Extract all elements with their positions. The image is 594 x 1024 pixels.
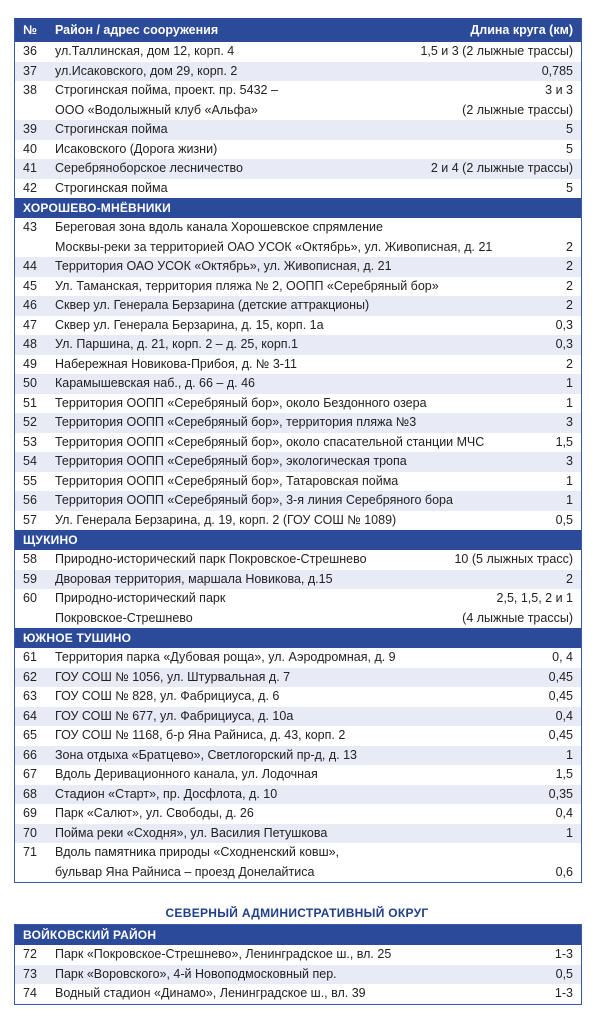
row-address: Территория ООПП «Серебряный бор», территория пляжа №3 xyxy=(55,415,417,429)
row-length: 1 xyxy=(566,493,573,507)
row-number: 43 xyxy=(23,220,37,234)
table-row xyxy=(15,277,581,297)
row-number: 48 xyxy=(23,337,37,351)
row-number: 54 xyxy=(23,454,37,468)
row-length: 0,45 xyxy=(548,669,573,684)
row-length: 2 xyxy=(566,259,573,273)
row-number: 52 xyxy=(23,415,37,429)
table-row xyxy=(15,140,581,160)
rows-group-a xyxy=(15,42,581,198)
table-row xyxy=(15,296,581,316)
row-address: Территория ОАО УСОК «Октябрь», ул. Живописная, д. 21 xyxy=(55,259,392,273)
row-number: 69 xyxy=(23,806,37,820)
row-length: 1 xyxy=(566,395,573,410)
row-address: Парк «Покровское-Стрешнево», Ленинградское ш., вл. 25 xyxy=(55,947,392,961)
table-row xyxy=(15,785,581,805)
row-address: Вдоль Деривационного канала, ул. Лодочная xyxy=(55,767,318,781)
okrug-title: СЕВЕРНЫЙ АДМИНИСТРАТИВНЫЙ ОКРУГ xyxy=(165,906,429,920)
row-address: Строгинская пойма xyxy=(55,180,168,195)
table-row xyxy=(15,355,581,375)
row-length: 0, 4 xyxy=(552,650,573,664)
row-length: 1,5 xyxy=(555,434,573,449)
table-row xyxy=(15,804,581,824)
table-row xyxy=(15,159,581,179)
row-address: Сквер ул. Генерала Берзарина (детские аттракционы) xyxy=(55,298,370,312)
row-length: 2 xyxy=(566,571,573,586)
row-address: ул.Исаковского, дом 29, корп. 2 xyxy=(55,63,238,78)
row-length: 3 xyxy=(566,454,573,468)
table-row xyxy=(15,316,581,336)
row-number: 64 xyxy=(23,708,37,723)
table-row xyxy=(15,413,581,433)
row-address: Водный стадион «Динамо», Ленинградское ш., вл. 39 xyxy=(55,986,366,1000)
row-address: Карамышевская наб., д. 66 – д. 46 xyxy=(55,376,255,390)
row-length: 0,4 xyxy=(555,806,573,820)
row-address: Ул. Генерала Берзарина, д. 19, корп. 2 (ГОУ СОШ № 1089) xyxy=(55,512,397,527)
row-number: 58 xyxy=(23,552,37,566)
section-voykovsky: ВОЙКОВСКИЙ РАЙОН xyxy=(15,925,581,945)
row-length: 0,5 xyxy=(555,966,573,981)
section-khoroshevo: ХОРОШЕВО-МНЁВНИКИ xyxy=(15,198,581,218)
row-number: 41 xyxy=(23,161,37,175)
row-number: 61 xyxy=(23,650,37,664)
row-length: 3 и 3 (2 лыжные трассы) xyxy=(462,83,573,117)
table-row xyxy=(15,765,581,785)
table-row xyxy=(15,589,581,628)
row-address: Сквер ул. Генерала Берзарина, д. 15, корп. 1а xyxy=(55,317,324,332)
row-address: Территория ООПП «Серебряный бор», около спасательной станции МЧС xyxy=(55,434,485,449)
table-row xyxy=(15,965,581,985)
row-length: 0,5 xyxy=(555,512,573,527)
row-address: ГОУ СОШ № 828, ул. Фабрициуса, д. 6 xyxy=(55,689,280,703)
row-address: Парк «Салют», ул. Свободы, д. 26 xyxy=(55,806,254,820)
row-number: 74 xyxy=(23,986,37,1000)
row-length: 0,3 xyxy=(555,317,573,332)
table-row xyxy=(15,984,581,1004)
table-row xyxy=(15,374,581,394)
table-row xyxy=(15,726,581,746)
row-number: 42 xyxy=(23,180,37,195)
row-length: 5 xyxy=(566,180,573,195)
row-address: Пойма реки «Сходня», ул. Василия Петушкова xyxy=(55,825,328,840)
row-number: 71 xyxy=(23,845,37,859)
row-number: 46 xyxy=(23,298,37,312)
table-row xyxy=(15,42,581,62)
row-length: 0,45 xyxy=(548,728,573,742)
row-address: Ул. Паршина, д. 21, корп. 2 – д. 25, корп.1 xyxy=(55,337,299,351)
row-address: Береговая зона вдоль канала Хорошевское спрямление Москвы-реки за территорией ОАО УСОК «Октябрь», ул. Живописная, д. 21 xyxy=(55,220,493,254)
row-address: Стадион «Старт», пр. Досфлота, д. 10 xyxy=(55,786,278,801)
row-address: Территория парка «Дубовая роща», ул. Аэродромная, д. 9 xyxy=(55,650,396,664)
row-number: 70 xyxy=(23,825,37,840)
row-length: 1 xyxy=(566,376,573,390)
row-length: 10 (5 лыжных трасс) xyxy=(454,552,573,566)
row-number: 73 xyxy=(23,966,37,981)
row-number: 72 xyxy=(23,947,37,961)
row-number: 50 xyxy=(23,376,37,390)
row-number: 59 xyxy=(23,571,37,586)
row-address: Территория ООПП «Серебряный бор», экологическая тропа xyxy=(55,454,407,468)
row-length: 1 xyxy=(566,473,573,488)
table-row xyxy=(15,687,581,707)
row-length: 2 xyxy=(566,239,573,254)
row-number: 67 xyxy=(23,767,37,781)
row-length: 1-3 xyxy=(554,986,573,1000)
row-number: 40 xyxy=(23,141,37,156)
table-voykovsky xyxy=(14,924,582,1005)
row-length: 0,45 xyxy=(548,689,573,703)
table-row xyxy=(15,843,581,882)
rows-group-e xyxy=(15,945,581,1004)
row-number: 55 xyxy=(23,473,37,488)
table-row xyxy=(15,335,581,355)
row-address: Природно-исторический парк Покровское-Стрешнево xyxy=(55,552,367,566)
table-row xyxy=(15,824,581,844)
row-number: 57 xyxy=(23,512,37,527)
row-length: 0,3 xyxy=(555,337,573,351)
rows-group-c xyxy=(15,550,581,628)
table-row xyxy=(15,746,581,766)
row-number: 63 xyxy=(23,689,37,703)
row-address: Территория ООПП «Серебряный бор», около Бездонного озера xyxy=(55,395,427,410)
row-number: 53 xyxy=(23,434,37,449)
table-row xyxy=(15,648,581,668)
header-value: Длина круга (км) xyxy=(470,23,573,37)
table-row xyxy=(15,570,581,590)
row-address: Дворовая территория, маршала Новикова, д.15 xyxy=(55,571,333,586)
row-length: 2 xyxy=(566,278,573,293)
row-number: 49 xyxy=(23,356,37,371)
row-number: 60 xyxy=(23,591,37,605)
row-number: 45 xyxy=(23,278,37,293)
row-address: Территория ООПП «Серебряный бор», Татаровская пойма xyxy=(55,473,399,488)
table-row xyxy=(15,511,581,531)
row-address: Строгинская пойма xyxy=(55,122,168,136)
row-number: 68 xyxy=(23,786,37,801)
table-row xyxy=(15,433,581,453)
row-address: Зона отдыха «Братцево», Светлогорский пр-д, д. 13 xyxy=(55,747,357,762)
row-address: Набережная Новикова-Прибоя, д. № 3-11 xyxy=(55,356,297,371)
row-length: 1 xyxy=(566,825,573,840)
row-length: 3 xyxy=(566,415,573,429)
table-row xyxy=(15,120,581,140)
table-row xyxy=(15,218,581,257)
row-length: 1-3 xyxy=(554,947,573,961)
row-number: 37 xyxy=(23,63,37,78)
row-address: Ул. Таманская, территория пляжа № 2, ООПП «Серебряный бор» xyxy=(55,278,439,293)
row-number: 66 xyxy=(23,747,37,762)
row-length: 1,5 xyxy=(555,767,573,781)
table-main xyxy=(14,18,582,883)
row-address: Территория ООПП «Серебряный бор», 3-я линия Серебряного бора xyxy=(55,493,453,507)
row-length: 2 и 4 (2 лыжные трассы) xyxy=(430,161,573,175)
table-row xyxy=(15,707,581,727)
row-length: 5 xyxy=(566,122,573,136)
row-number: 51 xyxy=(23,395,37,410)
row-address: ГОУ СОШ № 1056, ул. Штурвальная д. 7 xyxy=(55,669,291,684)
table-row xyxy=(15,491,581,511)
row-address: ГОУ СОШ № 1168, б-р Яна Райниса, д. 43, корп. 2 xyxy=(55,728,346,742)
table-header xyxy=(15,18,581,42)
row-address: Вдоль памятника природы «Сходненский ковш», бульвар Яна Райниса – проезд Донелайтиса xyxy=(55,845,340,879)
row-address: Строгинская пойма, проект. пр. 5432 – ООО «Водолыжный клуб «Альфа» xyxy=(55,83,278,117)
row-address: ГОУ СОШ № 677, ул. Фабрициуса, д. 10а xyxy=(55,708,294,723)
row-number: 39 xyxy=(23,122,37,136)
row-length: 0,785 xyxy=(541,63,573,78)
row-number: 38 xyxy=(23,83,37,97)
row-length: 1 xyxy=(566,747,573,762)
section-shchukino: ЩУКИНО xyxy=(15,530,581,550)
row-address: Исаковского (Дорога жизни) xyxy=(55,141,218,156)
row-length: 0,4 xyxy=(555,708,573,723)
table-row xyxy=(15,452,581,472)
table-row xyxy=(15,62,581,82)
row-length: 2 xyxy=(566,298,573,312)
row-number: 47 xyxy=(23,317,37,332)
row-address: Природно-исторический парк Покровское-Стрешнево xyxy=(55,591,226,625)
row-number: 56 xyxy=(23,493,37,507)
row-number: 62 xyxy=(23,669,37,684)
header-num: № xyxy=(23,23,37,37)
header-name: Район / адрес сооружения xyxy=(55,23,219,37)
row-length: 5 xyxy=(566,141,573,156)
table-row xyxy=(15,668,581,688)
rows-group-b xyxy=(15,218,581,530)
row-length: 2 xyxy=(566,356,573,371)
rows-group-d xyxy=(15,648,581,882)
table-row xyxy=(15,394,581,414)
table-row xyxy=(15,257,581,277)
row-address: Парк «Воровского», 4-й Новоподмосковный пер. xyxy=(55,966,337,981)
table-row xyxy=(15,179,581,199)
row-length: 1,5 и 3 (2 лыжные трассы) xyxy=(420,44,573,58)
row-length: 0,35 xyxy=(548,786,573,801)
row-length: 2,5, 1,5, 2 и 1 (4 лыжные трассы) xyxy=(462,591,573,625)
row-length: 0,6 xyxy=(555,864,573,879)
row-number: 36 xyxy=(23,44,37,58)
table-row xyxy=(15,81,581,120)
row-number: 44 xyxy=(23,259,37,273)
row-number: 65 xyxy=(23,728,37,742)
table-row xyxy=(15,550,581,570)
row-address: Серебряноборское лесничество xyxy=(55,161,243,175)
table-row xyxy=(15,945,581,965)
table-row xyxy=(15,472,581,492)
section-yuzhnoe-tushino: ЮЖНОЕ ТУШИНО xyxy=(15,628,581,648)
row-address: ул.Таллинская, дом 12, корп. 4 xyxy=(55,44,235,58)
